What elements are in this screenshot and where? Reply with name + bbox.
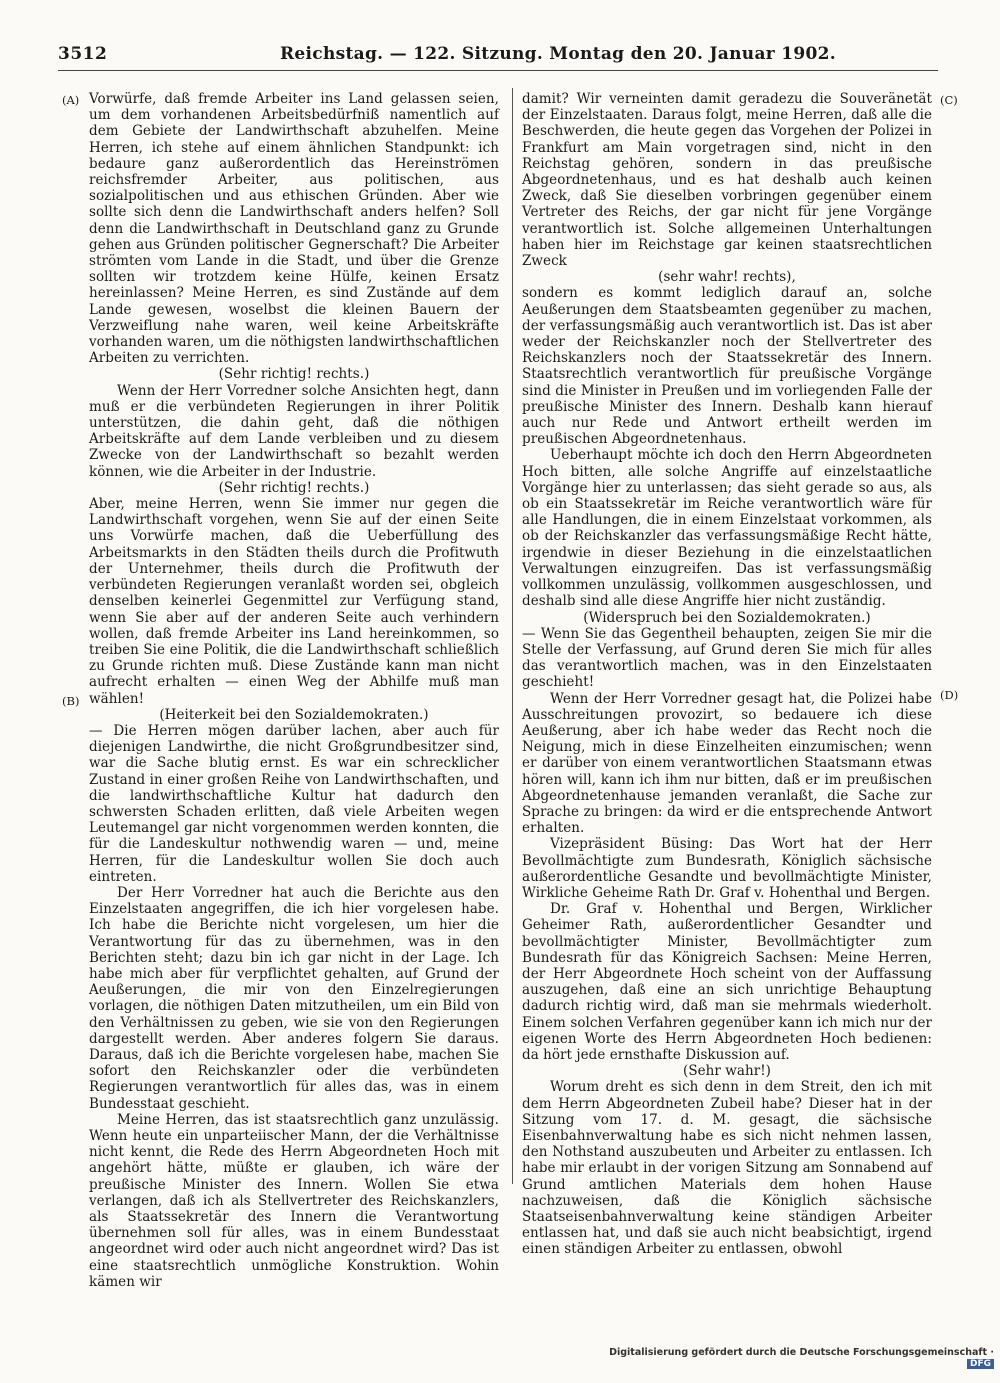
header-rule [58, 70, 938, 71]
paragraph: Aber, meine Herren, wenn Sie immer nur gegen die Landwirthschaft vorgehen, wenn Sie auf der einen Seite uns Vorwürfe machen, daß die Ueberfüllung des Arbeitsmarkts in den Städten theils durch die Profitwuth der Unternehmer, theils durch die Profitwuth der verbündeten Regierungen veranlaßt worden sei, obgleich denselben keinerlei Gegenmittel zur Verfügung stand, wenn Sie aber auf der anderen Seite auch verhindern wollen, daß fremde Arbeiter ins Land hereinkommen, so treiben Sie eine Politik, die die Landwirthschaft schließlich zu Grunde richten muß. Diese Zustände kann man nicht aufrecht erhalten — einen Weg der Abhilfe muß man wählen! [89, 496, 499, 707]
interjection: (Sehr wahr!) [683, 1063, 771, 1080]
dfg-logo: DFG [967, 1359, 994, 1369]
margin-marker-a: (A) [62, 93, 80, 107]
digitization-footer [604, 1347, 994, 1367]
paragraph: Der Herr Vorredner hat auch die Berichte aus den Einzelstaaten angegriffen, die ich hier vorgelesen habe. Ich habe die Berichte nicht vorgelesen, um hier die Verantwortung für das zu übernehmen, was in den Berichten steht; dazu bin ich gar nicht in der Lage. Ich habe mich aber für verpflichtet gehalten, auf Grund der Aeußerungen, die mir von den Einzelregierungen vorlagen, die nöthigen Daten mitzutheilen, um ein Bild von den Verhältnissen zu geben, wie sie von den Regierungen dargestellt werden. Aber anderes folgern Sie daraus. Daraus, daß ich die Berichte vorgelesen habe, machen Sie sofort den Reichskanzler oder die verbündeten Regierungen verantwortlich für alles das, was in einem Bundesstaat geschieht. [89, 884, 499, 1112]
right-column [522, 91, 932, 1258]
interjection: (Sehr richtig! rechts.) [218, 366, 370, 383]
paragraph: sondern es kommt lediglich darauf an, solche Aeußerungen dem Staatsbeamten gegenüber zu machen, der verfassungsmäßig auch verantwortlich ist. Das ist aber weder der Reichskanzler noch der Stellvertreter des Reichskanzlers noch der Staatssekretär des Innern. Staatsrechtlich verantwortlich für preußische Vorgänge sind die Minister in Preußen und im vorliegenden Falle der preußische Minister des Innern. Deshalb kann hierauf auch nur Rede und Antwort ertheilt werden im preußischen Abgeordnetenhaus. [522, 285, 932, 448]
paragraph: Worum dreht es sich denn in dem Streit, den ich mit dem Herrn Abgeordneten Zubeil habe? Dieser hat in der Sitzung vom 17. d. M. gesagt, die sächsische Eisenbahnverwaltung habe es sich nicht nehmen lassen, den Nothstand auszubeuten und Arbeiter zu entlassen. Ich habe mir erlaubt in der vorigen Sitzung am Sonnabend auf Grund amtlichen Materials dem hohen Hause nachzuweisen, daß die Königlich sächsische Staatseisenbahnverwaltung keine ständigen Arbeiter entlassen hat, und daß sie auch nicht beabsichtigt, irgend einen ständigen Arbeiter zu entlassen, obwohl [522, 1079, 932, 1258]
paragraph: damit? Wir verneinten damit geradezu die Souveränetät der Einzelstaaten. Daraus folgt, meine Herren, daß alle die Beschwerden, die heute gegen das Vorgehen der Polizei in Frankfurt am Main vorgetragen sind, nicht in den Reichstag gehören, sondern in das preußische Abgeordnetenhaus, und es hat deshalb auch keinen Zweck, daß Sie dieselben vorbringen gegenüber einem Vertreter des Reichs, der gar nicht für jene Vorgänge verantwortlich ist. Solche allgemeinen Unterhaltungen haben hier im Reichstage gar keinen staatsrechtlichen Zweck [522, 91, 932, 270]
paragraph: — Die Herren mögen darüber lachen, aber auch für diejenigen Landwirthe, die nicht Großgrundbesitzer sind, war die Sache blutig ernst. Es war ein schrecklicher Zustand in einer großen Reihe von Landwirthschaften, und die landwirthschaftliche Kultur hat dadurch den schwersten Schaden erlitten, daß viele Arbeiten wegen Leutemangel gar nicht vorgenommen werden konnten, die für die Landeskultur nothwendig waren — und, meine Herren, für die Landeskultur wollen Sie doch auch eintreten. [89, 722, 499, 885]
margin-marker-d: (D) [940, 688, 959, 702]
paragraph: Ueberhaupt möchte ich doch den Herrn Abgeordneten Hoch bitten, alle solche Angriffe auf einzelstaatliche Vorgänge hier zu unterlassen; das sieht gerade so aus, als ob ein Staatssekretär im Reiche verantwortlich wäre für alle Handlungen, die in einem Einzelstaat vorkommen, als ob der Reichskanzler das verfassungsmäßige Recht hätte, irgendwie in dieser Beziehung in die einzelstaatlichen Verwaltungen einzugreifen. Das ist verfassungsmäßig vollkommen unzulässig, vollkommen ausgeschlossen, und deshalb sind alle diese Angriffe hier nicht zuständig. [522, 447, 932, 610]
interjection: (sehr wahr! rechts), [658, 269, 796, 286]
interjection: (Heiterkeit bei den Sozialdemokraten.) [159, 706, 429, 723]
column-divider [512, 88, 513, 1184]
speaker-paragraph: Vizepräsident Büsing: Das Wort hat der Herr Bevollmächtigte zum Bundesrath, Königlich sächsische außerordentliche Gesandte und bevollmächtigte Minister, Wirkliche Geheime Rath Dr. Graf v. Hohenthal und Bergen. [522, 836, 932, 901]
interjection: (Widerspruch bei den Sozialdemokraten.) [583, 609, 871, 626]
paragraph: Vorwürfe, daß fremde Arbeiter ins Land gelassen seien, um dem vorhandenen Arbeitsbedürfniß namentlich auf dem Gebiete der Landwirthschaft abzuhelfen. Meine Herren, ich stehe auf einem ähnlichen Standpunkt: ich bedaure ganz außerordentlich das Hereinströmen reichsfremder Arbeiter, aus politischen, aus sozialpolitischen und aus ethischen Gründen. Aber wie sollte sich denn die Landwirthschaft anders helfen? Soll denn die Landwirthschaft in Deutschland ganz zu Grunde gehen aus Gründen politischer Gegnerschaft? Die Arbeiter strömten vom Lande in die Stadt, und über die Grenze sollten wir trotzdem keine Hülfe, keinen Ersatz hereinlassen? Meine Herren, es sind Zustände auf dem Lande gewesen, woselbst die kleinen Bauern der Verzweiflung nahe waren, weil keine Arbeitskräfte vorhanden waren, um die nöthigsten landwirthschaftlichen Arbeiten zu verrichten. [89, 91, 499, 367]
footer-text: Digitalisierung gefördert durch die Deutsche Forschungsgemeinschaft · [609, 1347, 994, 1358]
margin-marker-c: (C) [940, 93, 958, 107]
interjection: (Sehr richtig! rechts.) [218, 479, 370, 496]
paragraph: Wenn der Herr Vorredner solche Ansichten hegt, dann muß er die verbündeten Regierungen in ihrer Politik unterstützen, die dahin geht, daß die nöthigen Arbeitskräfte auf dem Lande verbleiben und zu diesem Zwecke von der Landwirthschaft so bezahlt werden können, wie die Arbeiter in der Industrie. [89, 382, 499, 480]
paragraph: Meine Herren, das ist staatsrechtlich ganz unzulässig. Wenn heute ein unparteiischer Mann, der die Verhältnisse nicht kennt, die Rede des Herrn Abgeordneten Hoch mit angehört hätte, müßte er glauben, ich wäre der preußische Minister des Innern. Wollen Sie etwa verlangen, daß ich als Stellvertreter des Reichskanzlers, als Staatssekretär des Innern die Verantwortung übernehmen soll für alles, was in einem Bundesstaat angeordnet wird oder auch nicht angeordnet wird? Das ist eine staatsrechtlich unmögliche Konstruktion. Wohin kämen wir [89, 1111, 499, 1290]
paragraph: Wenn der Herr Vorredner gesagt hat, die Polizei habe Ausschreitungen provozirt, so bedauere ich diese Aeußerung, aber ich habe weder das Recht noch die Neigung, mich in diese Einzelheiten einzumischen; wenn er darüber von einem verantwortlichen Staatsmann etwas hören will, kann ich ihm nur bitten, daß er im preußischen Abgeordnetenhause jemanden veranlaßt, die Sache zur Sprache zu bringen: da wird er die entsprechende Antwort erhalten. [522, 690, 932, 837]
page-header [58, 44, 938, 70]
left-column [89, 91, 499, 1290]
speaker-paragraph: Dr. Graf v. Hohenthal und Bergen, Wirklicher Geheimer Rath, außerordentlicher Gesandter und bevollmächtigter Minister, Bevollmächtigter zum Bundesrath für das Königreich Sachsen: Meine Herren, der Herr Abgeordnete Hoch scheint von der Auffassung auszugehen, daß eine an sich unrichtige Behauptung dadurch richtig wird, daß man sie mehrmals wiederholt. Einem solchen Verfahren gegenüber kann ich mich nur der eigenen Worte des Herrn Abgeordneten Hoch bedienen: da hört jede ernsthafte Diskussion auf. [522, 901, 932, 1063]
paragraph: — Wenn Sie das Gegentheil behaupten, zeigen Sie mir die Stelle der Verfassung, auf Grund deren Sie mich für alles das verantwortlich machen, was in den Einzelstaaten geschieht! [522, 625, 932, 691]
margin-marker-b: (B) [62, 694, 80, 708]
running-title: Reichstag. — 122. Sitzung. Montag den 20. Januar 1902. [280, 44, 836, 64]
page-number: 3512 [58, 44, 108, 64]
